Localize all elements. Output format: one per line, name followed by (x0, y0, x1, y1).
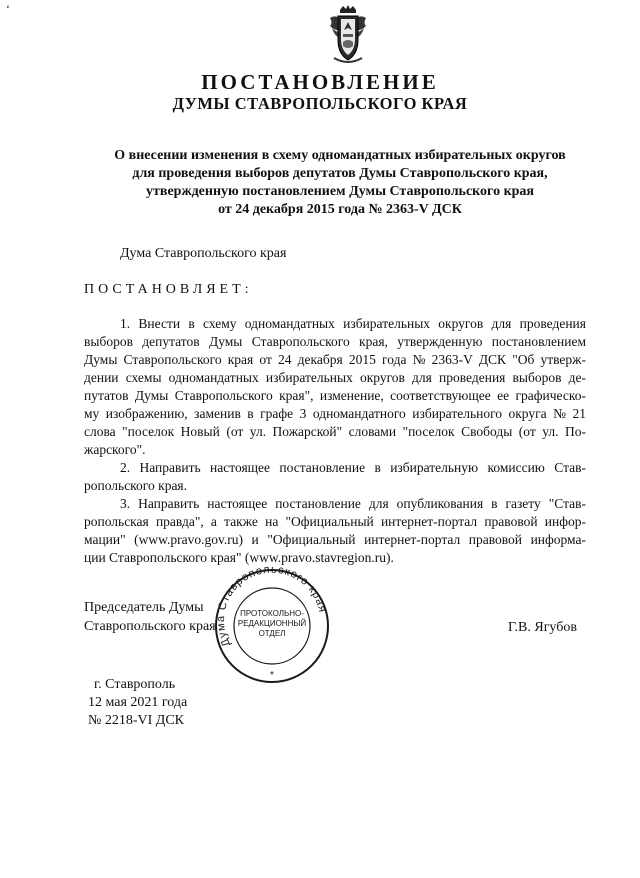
stamp-center-line: РЕДАКЦИОННЫЙ (237, 619, 307, 628)
paragraph-1-line: дении схемы одномандатных избирательных округов для проведения выборов де- (84, 370, 586, 385)
corner-mark: ‘ (6, 2, 10, 16)
subject-line: утвержденную постановлением Думы Ставропольского края (146, 184, 534, 199)
document-footer (88, 676, 187, 730)
organization-line: Дума Ставропольского края (120, 246, 287, 261)
document-subject (80, 147, 600, 219)
coat-of-arms-icon (326, 4, 370, 66)
stamp-center-line: ПРОТОКОЛЬНО- (240, 609, 304, 618)
paragraph-1-line: слова "поселок Новый (от ул. Пожарской" словами "поселок Свободы (от ул. По- (84, 424, 586, 439)
document-body (84, 315, 586, 567)
paragraph-2-line: ропольского края. (84, 478, 188, 493)
paragraph-3-line: 3. Направить настоящее постановление для опубликования в газету "Став- (120, 496, 586, 511)
paragraph-3-line: ции Ставропольского края" (www.pravo.stavregion.ru). (84, 550, 394, 565)
signatory-position-line: Ставропольского края (84, 619, 216, 634)
paragraph-1-line: 1. Внести в схему одномандатных избирательных округов для проведения (120, 316, 586, 331)
paragraph-1-line: путатов Думы Ставропольского края", изменение, соответствующее ее графическо- (84, 388, 586, 403)
signatory-name: Г.В. Ягубов (508, 620, 577, 635)
paragraph-3-line: ропольская правда", а также на "Официальный интернет-портал правовой инфор- (84, 514, 586, 529)
footer-date: 12 мая 2021 года (88, 695, 188, 710)
footer-city: г. Ставрополь (94, 677, 176, 692)
decree-word: ПОСТАНОВЛЯЕТ: (84, 282, 253, 297)
subject-line: О внесении изменения в схему одномандатных избирательных округов (114, 148, 566, 163)
stamp-center-line: ОТДЕЛ (258, 629, 286, 638)
document-issuer: ДУМЫ СТАВРОПОЛЬСКОГО КРАЯ (172, 94, 468, 113)
subject-line: от 24 декабря 2015 года № 2363-V ДСК (218, 202, 462, 217)
paragraph-1-line: жарского". (84, 442, 146, 457)
footer-number: № 2218-VI ДСК (88, 713, 185, 728)
document-title: ПОСТАНОВЛЕНИЕ (201, 70, 439, 94)
paragraph-1-line: Думы Ставропольского края от 24 декабря 2015 года № 2363-V ДСК "Об утверж- (84, 352, 586, 367)
official-stamp (214, 560, 330, 688)
subject-line: для проведения выборов депутатов Думы Ставропольского края, (132, 166, 548, 181)
signatory-position-line: Председатель Думы (84, 600, 204, 615)
stamp-ring-text: Дума Ставропольского края (214, 563, 329, 649)
signatory-position (84, 598, 216, 636)
paragraph-2-line: 2. Направить настоящее постановление в избирательную комиссию Став- (120, 460, 586, 475)
paragraph-1-line: му изображению, заменив в графе 3 одномандатного избирательного округа № 21 (84, 406, 586, 421)
paragraph-3-line: мации" (www.pravo.gov.ru) и "Официальный интернет-портал правовой информа- (84, 532, 586, 547)
paragraph-1-line: выборов депутатов Думы Ставропольского края, утвержденную постановлением (84, 334, 586, 349)
stamp-star: * (270, 670, 274, 681)
